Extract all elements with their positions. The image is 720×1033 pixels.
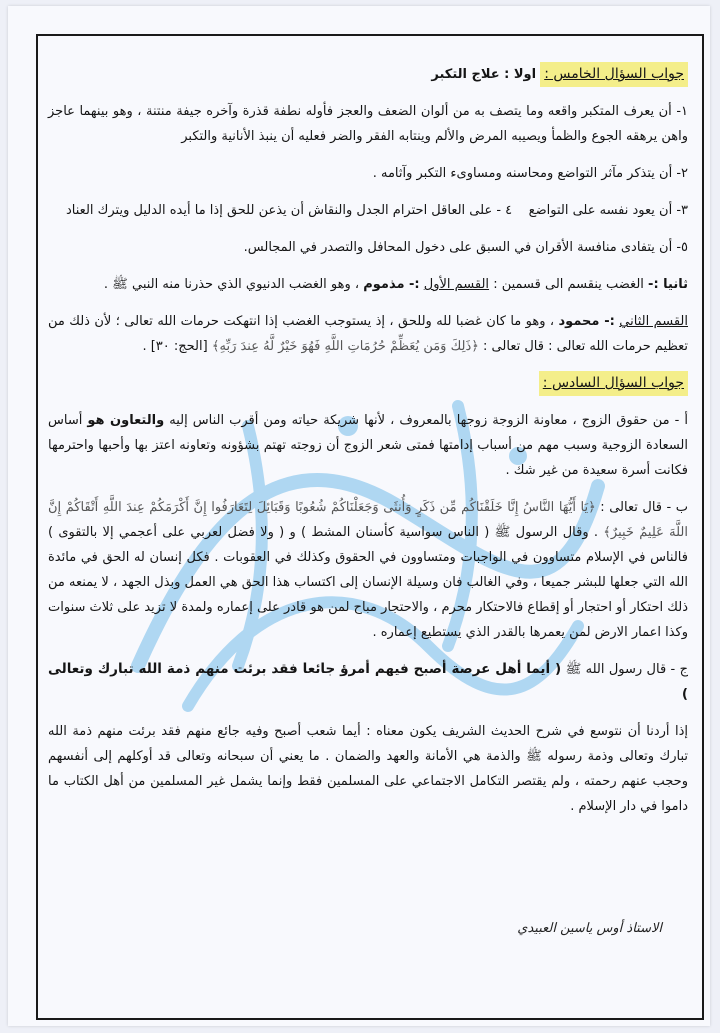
paper-sheet	[8, 6, 710, 1026]
section6-header	[48, 371, 688, 396]
a-text2: أساس السعادة الزوجية وسبب مهم من أسباب إدامتها فمتى شعر الزوج أن زوجته تهتم بشؤونه وتعاونه اعتز بها وأحبها واحترمها فكانت أسرة سعيدة من غير شك .	[48, 413, 688, 478]
a-bold: والتعاون هو	[87, 413, 165, 428]
section5-point3-4	[48, 198, 688, 223]
section6-c	[48, 657, 688, 707]
c-hadith: ( أيما أهل عرصة أصبح فيهم أمرؤ جائعا فقد برئت منهم ذمة الله تبارك وتعالى )	[48, 661, 688, 702]
c-intro: ج - قال رسول الله ﷺ	[565, 662, 688, 677]
section5-header	[48, 62, 688, 87]
part2-quran: ﴿ذَلِكَ وَمَن يُعَظِّمْ حُرُمَاتِ اللَّهِ فَهُوَ خَيْرٌ لَّهُ عِندَ رَبِّهِ﴾	[211, 339, 479, 354]
section5-point4: ٤ - على العاقل احترام الجدل والنقاش أن يذعن للحق إذا ما أيده الدليل ويترك العناد	[66, 203, 513, 218]
b-text: فالناس في الإسلام متساوون في الواجبات ومتساوون في الحقوق وكذلك في العقوبات . فكل إنسان له الحق في مائدة الله التي جعلها للبشر جميعا ، وفي الغالب فان وسيلة الإنسان إلى اكتساب هذا الحق هي العمل وبذل الجهد ، لا يمنعه من ذلك احتكار أو احتجار أو إقطاع فالاحتكار محرم ، والاحتجار مباح لمن هو قادر على إعماره ولمدة لا تزيد على ثلاث سنوات وكذا اعمار الارض لمن يعمرها بالقدر الذي يستطيع إعماره .	[48, 550, 688, 640]
author-signature: الاستاذ أوس ياسين العبيدي	[517, 921, 662, 936]
section5-title: اولا : علاج التكبر	[431, 67, 537, 82]
anger-part2	[48, 309, 688, 359]
b-quran: ﴿يَا أَيُّهَا النَّاسُ إِنَّا خَلَقْنَاكُم مِّن ذَكَرٍ وَأُنثَى وَجَعَلْنَاكُمْ شُعُوبًا وَقَبَائِلَ لِتَعَارَفُوا إِنَّ أَكْرَمَكُمْ عِندَ اللَّهِ أَتْقَاكُمْ إِنَّ اللَّهَ عَلِيمٌ خَبِيرٌ﴾	[48, 500, 689, 540]
section6-heading: جواب السؤال السادس :	[539, 371, 688, 396]
section5-point2: ٢- أن يتذكر مآثر التواضع ومحاسنه ومساوىء التكبر وآثامه .	[372, 166, 688, 181]
section6-b	[48, 495, 688, 645]
part2-text: ، وهو ما كان غضبا لله وللحق ، إذ يستوجب الغضب إذا انتهكت حرمات الله تعالى ؛ لأن ذلك من تعظيم حرمات الله تعالى : قال تعالى :	[48, 314, 688, 354]
a-text: أ - من حقوق الزوج ، معاونة الزوجة زوجها بالمعروف ، لأنها شريكة حياته ومن أقرب الناس إليه	[169, 413, 688, 428]
part2-label: القسم الثاني	[619, 314, 688, 329]
section5-point3: ٣- أن يعود نفسه على التواضع	[528, 203, 688, 218]
part1-label: القسم الأول	[423, 277, 490, 292]
second-text: الغضب ينقسم الى قسمين :	[493, 277, 644, 292]
section6-a	[48, 408, 688, 483]
section5-point5: ٥- أن يتفادى منافسة الأقران في السبق على دخول المحافل والتصدر في المجالس.	[243, 240, 688, 255]
part1-text: ، وهو الغضب الدنيوي الذي حذرنا منه النبي ﷺ .	[103, 277, 360, 292]
section5-point1: ١- أن يعرف المتكبر واقعه وما يتصف به من ألوان الضعف والعجز فأوله نطفة قذرة وآخره جيفة منتنة ، وهو بينهما عاجز واهن يرهقه الجوع والظمأ ويصيبه المرض والألم وينتابه الفقر والضر فعليه أن ينبذ الأنانية والتكبر	[48, 104, 688, 144]
part2-term: :- محمود	[558, 314, 615, 329]
anger-intro	[48, 272, 688, 297]
b-hadith: . وقال الرسول ﷺ ( الناس سواسية كأسنان المشط ) و ( ولا فضل لعربي على أعجمي إلا بالتقوى )	[48, 525, 599, 540]
document-body	[48, 62, 688, 831]
part2-ref: [الحج: ٣٠] .	[142, 339, 208, 354]
part1-term: :- مذموم	[363, 277, 420, 292]
section5-heading: جواب السؤال الخامس :	[540, 62, 688, 87]
section6-c-explanation: إذا أردنا أن نتوسع في شرح الحديث الشريف يكون معناه : أيما شعب أصبح وفيه جائع منهم فقد برئت منهم ذمة الله تبارك وتعالى وذمة رسوله ﷺ والذمة هي الأمانة والعهد والضمان . ما يعني أن سبحانه وتعالى قد أوكلهم إلى أنفسهم وحجب عنهم رحمته ، ولم يقتصر التكامل الاجتماعي على المسلمين فقط وإنما يشمل غير المسلمين من أهل الكتاب ما داموا في دار الإسلام .	[48, 724, 688, 814]
b-intro: ب - قال تعالى :	[600, 500, 688, 515]
second-label: ثانيا :-	[648, 277, 688, 292]
